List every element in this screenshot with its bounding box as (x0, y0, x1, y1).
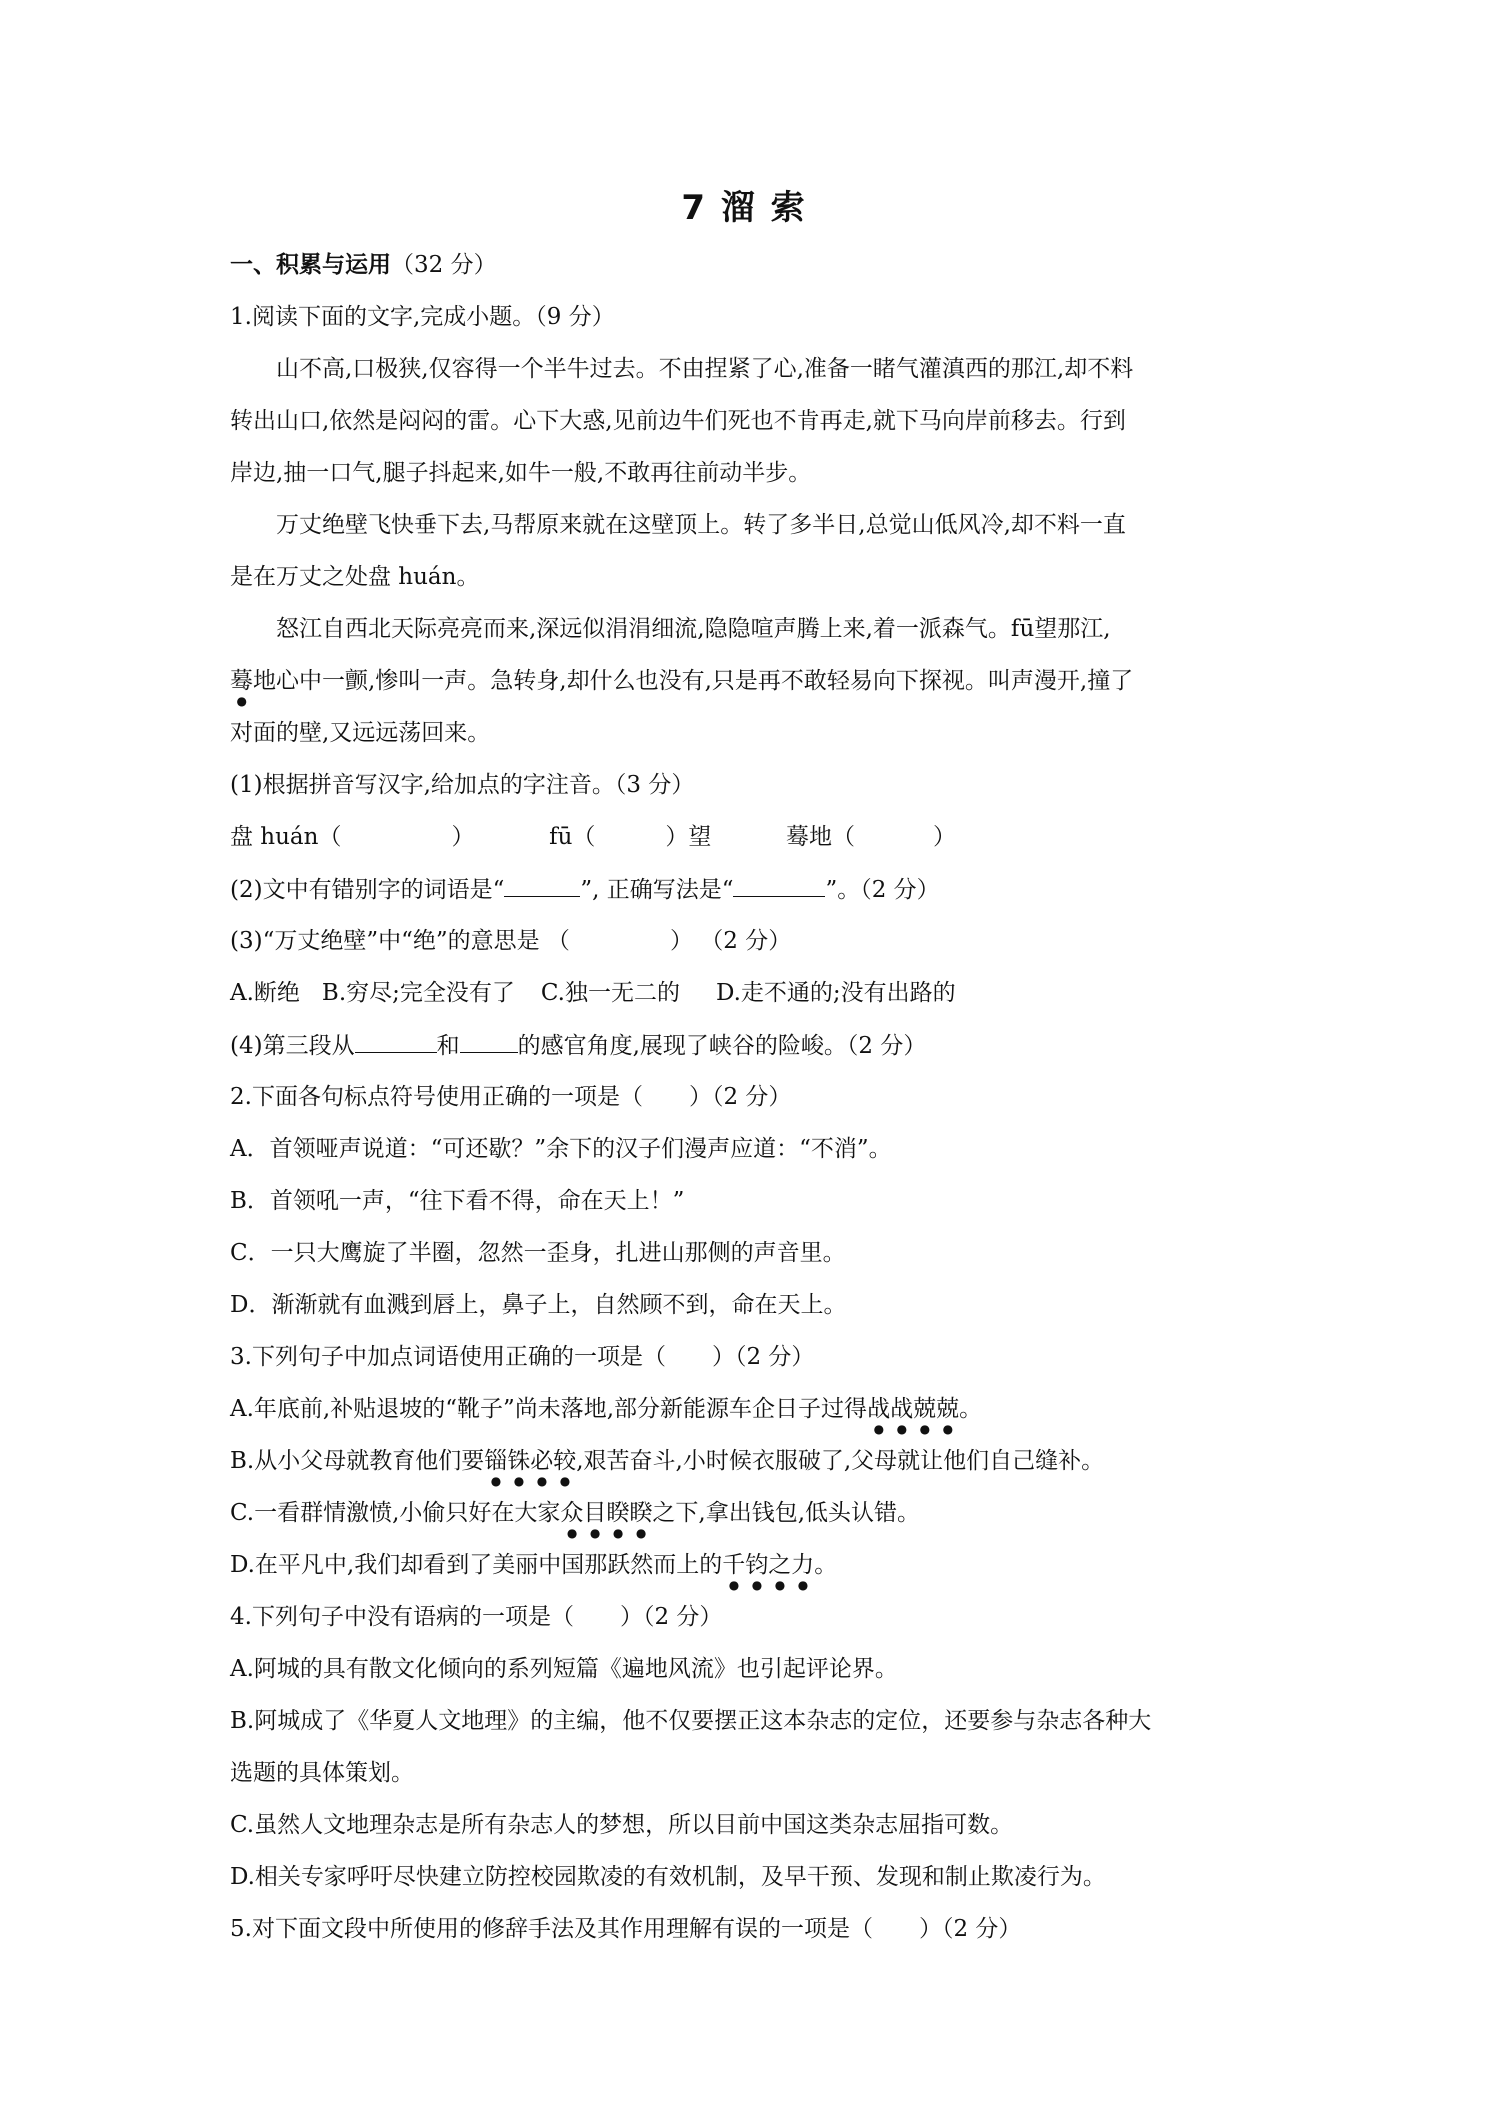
q1-sub3-options (230, 978, 956, 1010)
passage-line: 转出山口,依然是闷闷的雷。心下大惑,见前边牛们死也不肯再走,就下马向岸前移去。行到 (230, 408, 1126, 434)
option: D.走不通的;没有出路的 (715, 980, 956, 1006)
q2-option: D．渐渐就有血溅到唇上，鼻子上，自然顾不到，命在天上。 (230, 1292, 847, 1318)
section-title: 一、积累与运用 (230, 252, 391, 278)
answer-blank[interactable] (460, 1030, 518, 1053)
q2-option: B．首领吼一声，“往下看不得，命在天上！” (230, 1188, 685, 1214)
passage-line: 是在万丈之处盘 huán。 (230, 564, 480, 590)
dotted-phrase: 战战兢兢 (867, 1396, 960, 1422)
q1-sub1-blanks: 盘 huán（ ） fū（ ）望 蓦地（ ） (230, 824, 957, 850)
q2-stem: 2.下面各句标点符号使用正确的一项是（ ）（2 分） (230, 1084, 792, 1110)
q3-stem: 3.下列句子中加点词语使用正确的一项是（ ）（2 分） (230, 1344, 815, 1370)
passage-line: 山不高,口极狭,仅容得一个半牛过去。不由捏紧了心,准备一睹气灌滇西的那江,却不料 (276, 356, 1134, 382)
option: C.独一无二的 (540, 980, 680, 1006)
q5-stem: 5.对下面文段中所使用的修辞手法及其作用理解有误的一项是（ ）（2 分） (230, 1916, 1022, 1942)
passage-line: 对面的壁,又远远荡回来。 (230, 720, 491, 746)
blank-item: 盘 huán（ (230, 824, 342, 850)
q1-sub2: (2)文中有错别字的词语是“ ”, 正确写法是“ ”。（2 分） (230, 874, 940, 906)
q1-sub1: (1)根据拼音写汉字,给加点的字注音。（3 分） (230, 772, 695, 798)
dotted-phrase: 锱铢必较 (484, 1448, 577, 1474)
q4-option: C.虽然人文地理杂志是所有杂志人的梦想，所以目前中国这类杂志屈指可数。 (230, 1812, 1014, 1838)
blank-item: 蓦地（ (786, 824, 856, 850)
q3-option: C.一看群情激愤,小偷只好在大家众目睽睽之下,拿出钱包,低头认错。 (230, 1500, 921, 1526)
q4-stem: 4.下列句子中没有语病的一项是（ ）（2 分） (230, 1604, 723, 1630)
q1-sub4: (4)第三段从 和 的感官角度,展现了峡谷的险峻。（2 分） (230, 1030, 926, 1062)
answer-blank[interactable] (355, 1030, 437, 1053)
blank-item: fū（ (549, 824, 596, 850)
dotted-phrase: 众目睽睽 (560, 1500, 653, 1526)
q3-option: B.从小父母就教育他们要锱铢必较,艰苦奋斗,小时候衣服破了,父母就让他们自己缝补。 (230, 1448, 1105, 1474)
answer-blank[interactable] (733, 874, 825, 897)
q3-option: A.年底前,补贴退坡的“靴子”尚未落地,部分新能源车企日子过得战战兢兢。 (230, 1396, 983, 1422)
section-score: （32 分） (391, 252, 497, 278)
passage-line: 万丈绝壁飞快垂下去,马帮原来就在这壁顶上。转了多半日,总觉山低风冷,却不料一直 (276, 512, 1126, 538)
option: A.断绝 (230, 980, 300, 1006)
q4-option: B.阿城成了《华夏人文地理》的主编，他不仅要摆正这本杂志的定位，还要参与杂志各种大 (230, 1708, 1152, 1734)
q3-option: D.在平凡中,我们却看到了美丽中国那跃然而上的千钧之力。 (230, 1552, 838, 1578)
option: B.穷尽;完全没有了 (321, 980, 515, 1006)
passage-line (230, 666, 1133, 698)
passage-line: 岸边,抽一口气,腿子抖起来,如牛一般,不敢再往前动半步。 (230, 460, 812, 486)
answer-blank[interactable] (504, 874, 580, 897)
q1-stem: 1.阅读下面的文字,完成小题。（9 分） (230, 304, 615, 330)
dotted-char: 蓦 (230, 668, 253, 694)
q2-option: A．首领哑声说道：“可还歇？”余下的汉子们漫声应道：“不消”。 (230, 1136, 892, 1162)
section-heading (230, 250, 497, 282)
q4-option: 选题的具体策划。 (230, 1760, 414, 1786)
passage-text: 地心中一颤,惨叫一声。急转身,却什么也没有,只是再不敢轻易向下探视。叫声漫开,撞了 (253, 668, 1134, 694)
q1-sub3: (3)“万丈绝壁”中“绝”的意思是 （ ） （2 分） (230, 928, 792, 954)
dotted-phrase: 千钧之力 (722, 1552, 815, 1578)
page-title: 7 溜 索 (681, 188, 807, 228)
passage-line: 怒江自西北天际亮亮而来,深远似涓涓细流,隐隐喧声腾上来,着一派森气。fū望那江, (276, 616, 1111, 642)
q4-option: D.相关专家呼吁尽快建立防控校园欺凌的有效机制，及早干预、发现和制止欺凌行为。 (230, 1864, 1106, 1890)
q4-option: A.阿城的具有散文化倾向的系列短篇《遍地风流》也引起评论界。 (230, 1656, 898, 1682)
q2-option: C．一只大鹰旋了半圈，忽然一歪身，扎进山那侧的声音里。 (230, 1240, 846, 1266)
